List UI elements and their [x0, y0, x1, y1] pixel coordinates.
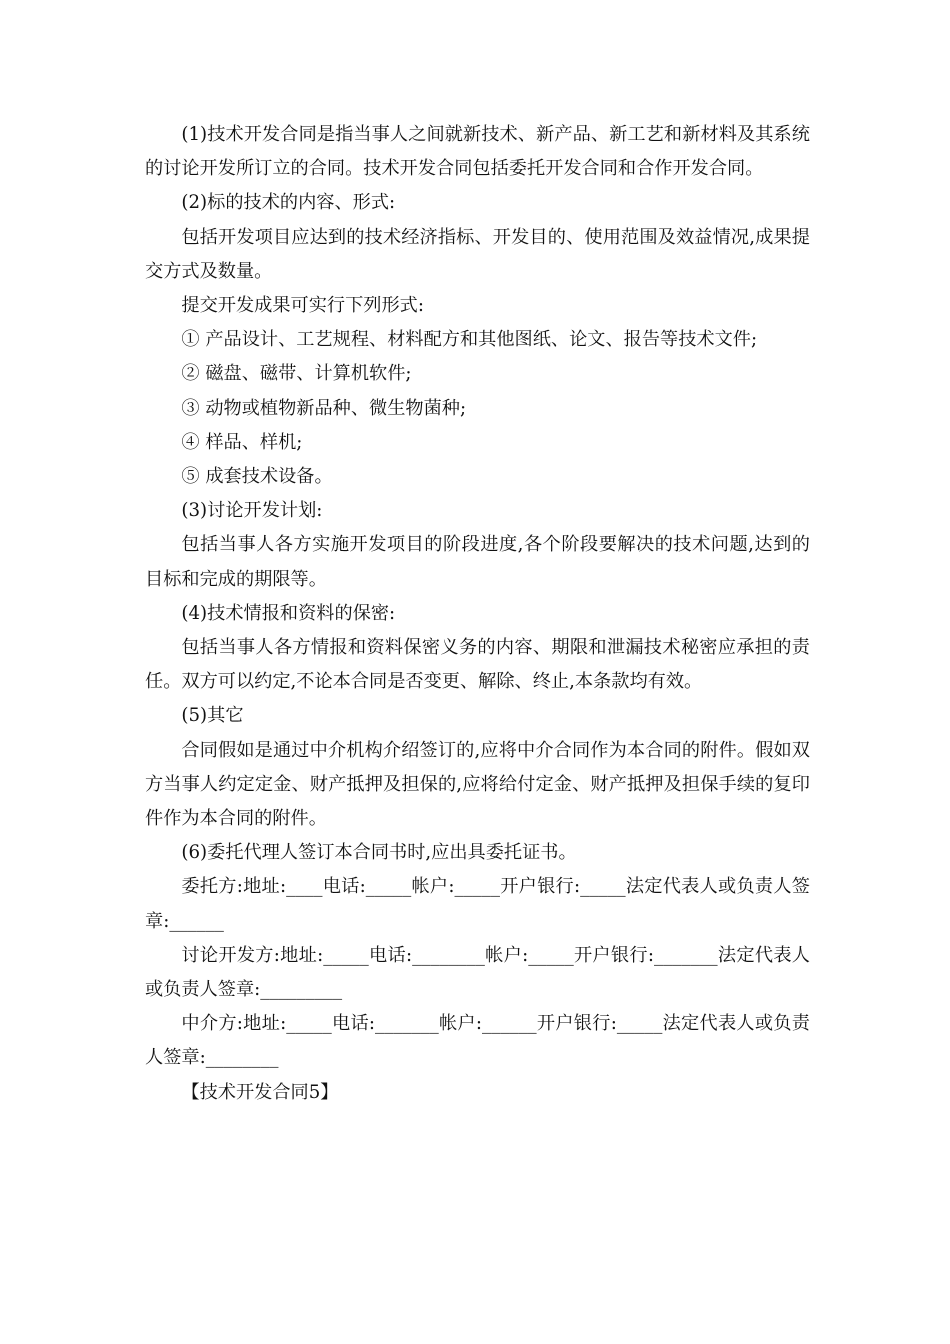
signature-line-intermediary: 中介方:地址:_____电话:_______帐户:______开户银行:_____法定代表人或负责人签章:________: [145, 1013, 810, 1069]
list-item-form-2: ② 磁盘、磁带、计算机软件;: [181, 363, 412, 385]
signature-line-client: 委托方:地址:____电话:_____帐户:_____开户银行:_____法定代表人或负责人签章:______: [145, 876, 810, 932]
list-item-form-4: ④ 样品、样机;: [181, 431, 303, 453]
paragraph-agent-note: (6)委托代理人签订本合同书时,应出具委托证书。: [181, 842, 577, 864]
paragraph-other-content: 合同假如是通过中介机构介绍签订的,应将中介合同作为本合同的附件。假如双方当事人约定定金、财产抵押及担保的,应将给付定金、财产抵押及担保手续的复印件作为本合同的附件。: [145, 739, 810, 830]
document-body: [145, 118, 810, 1110]
list-item-form-5: ⑤ 成套技术设备。: [181, 466, 333, 488]
list-item-form-1: ① 产品设计、工艺规程、材料配方和其他图纸、论文、报告等技术文件;: [181, 329, 758, 351]
paragraph-definition: (1)技术开发合同是指当事人之间就新技术、新产品、新工艺和新材料及其系统的讨论开发所订立的合同。技术开发合同包括委托开发合同和合作开发合同。: [145, 124, 810, 180]
list-item-form-3: ③ 动物或植物新品种、微生物菌种;: [181, 397, 467, 419]
paragraph-subject-heading: (2)标的技术的内容、形式:: [181, 192, 396, 214]
paragraph-subject-content: 包括开发项目应达到的技术经济指标、开发目的、使用范围及效益情况,成果提交方式及数量。: [145, 226, 810, 282]
section-heading: 【技术开发合同5】: [181, 1081, 339, 1103]
paragraph-other-heading: (5)其它: [181, 705, 244, 727]
paragraph-forms-intro: 提交开发成果可实行下列形式:: [181, 295, 424, 317]
signature-line-developer: 讨论开发方:地址:_____电话:________帐户:_____开户银行:_______法定代表人或负责人签章:_________: [145, 944, 810, 1001]
paragraph-plan-heading: (3)讨论开发计划:: [181, 500, 323, 522]
paragraph-plan-content: 包括当事人各方实施开发项目的阶段进度,各个阶段要解决的技术问题,达到的目标和完成的期限等。: [145, 534, 810, 590]
paragraph-confidentiality-content: 包括当事人各方情报和资料保密义务的内容、期限和泄漏技术秘密应承担的责任。双方可以约定,不论本合同是否变更、解除、终止,本条款均有效。: [145, 637, 810, 693]
paragraph-confidentiality-heading: (4)技术情报和资料的保密:: [181, 602, 396, 624]
